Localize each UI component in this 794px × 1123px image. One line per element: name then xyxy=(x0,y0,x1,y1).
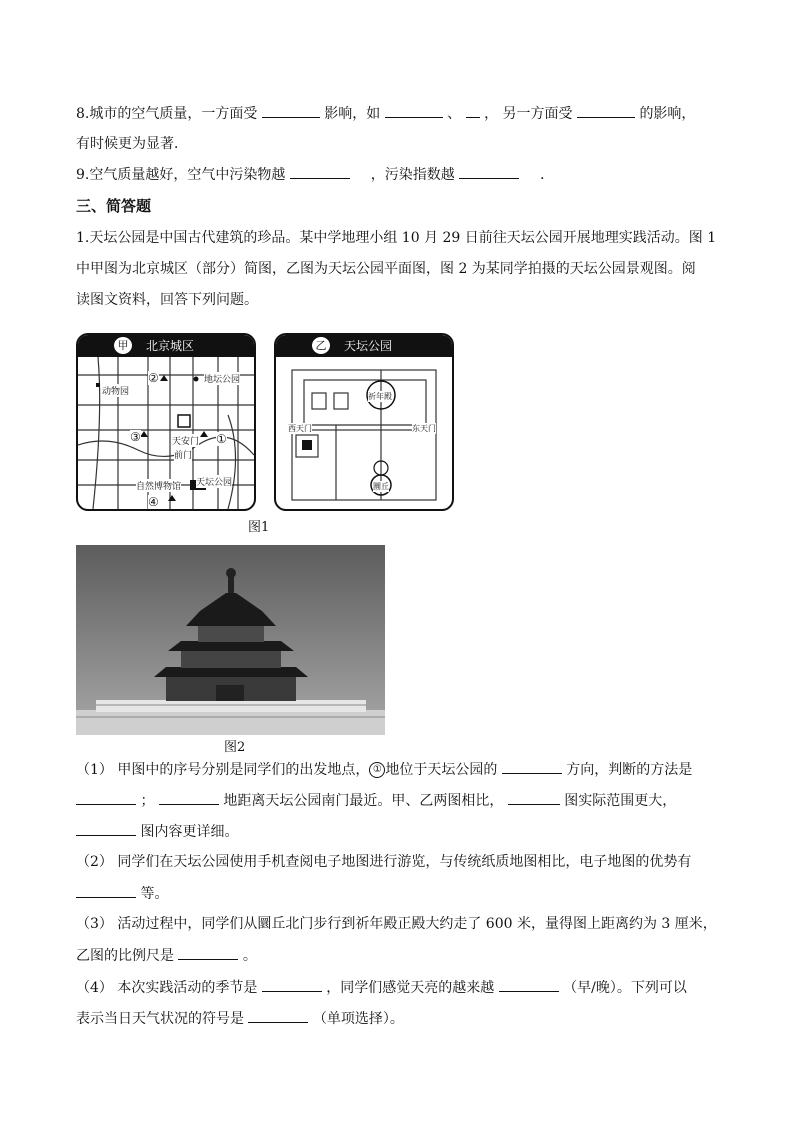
q4-text: （早/晚）。下列可以 xyxy=(563,980,687,996)
q2-text: 等。 xyxy=(140,886,169,902)
q8-blank-4[interactable] xyxy=(577,103,635,118)
q2-blank[interactable] xyxy=(76,883,136,898)
intro-line-2: 中甲图为北京城区（部分）简图，乙图为天坛公园平面图，图 2 为某同学拍摄的天坛公园景观图。阅 xyxy=(76,261,696,277)
q8-blank-1[interactable] xyxy=(262,103,320,118)
label-n2: ② xyxy=(148,371,159,385)
label-ximen: 西天门 xyxy=(288,424,312,433)
temple-photo xyxy=(76,545,385,735)
label-n1: ① xyxy=(216,432,227,446)
fig1-caption: 图1 xyxy=(248,520,270,535)
q1-blank-direction[interactable] xyxy=(502,759,562,774)
label-tiananmen: 天安门 xyxy=(172,434,199,447)
q1-text: 地位于天坛公园的 xyxy=(385,762,498,778)
label-yuanqiu: 圜丘 xyxy=(373,482,389,491)
q1-blank-method[interactable] xyxy=(76,790,136,805)
fig2-caption: 图2 xyxy=(224,740,246,755)
q4-text: ，同学们感觉天亮的越来越 xyxy=(326,980,495,996)
q8-text: 影响，如 xyxy=(324,106,381,122)
q8-text: 、 xyxy=(447,106,462,122)
q8-blank-2[interactable] xyxy=(385,103,443,118)
label-n4: ④ xyxy=(148,495,159,509)
label-dongmen: 东天门 xyxy=(412,424,436,433)
label-zoo: 动物园 xyxy=(102,384,129,397)
q4-text: （4） 本次实践活动的季节是 xyxy=(76,980,258,996)
q8-line1 xyxy=(76,103,695,124)
q3-line2 xyxy=(76,945,257,966)
q9-blank-1[interactable] xyxy=(290,164,350,179)
q3-text: 。 xyxy=(242,948,257,964)
map-jia-title: 北京城区 xyxy=(146,339,195,353)
q1-blank-detailed[interactable] xyxy=(76,821,136,836)
q3-text: 乙图的比例尺是 xyxy=(76,948,174,964)
intro-line-1: 1.天坛公园是中国古代建筑的珍品。某中学地理小组 10 月 29 日前往天坛公园开展地理实践活动。图 1 xyxy=(76,230,717,246)
map-jia-tag: 甲 xyxy=(114,337,132,354)
intro-line-3: 读图文资料，回答下列问题。 xyxy=(76,292,258,308)
q1-line3 xyxy=(76,821,238,842)
q1-text: 地距离天坛公园南门最近。甲、乙两图相比， xyxy=(223,793,504,809)
q3-blank[interactable] xyxy=(178,945,238,960)
q1-text: ； xyxy=(140,793,155,809)
q1-text: （1） 甲图中的序号分别是同学们的出发地点， xyxy=(76,762,370,778)
q9-text: ． xyxy=(540,167,555,183)
label-museum: 自然博物馆 xyxy=(136,479,181,492)
q4-line2 xyxy=(76,1008,404,1029)
q4-text: （单项选择）。 xyxy=(312,1011,404,1027)
q2-line1: （2） 同学们在天坛公园使用手机查阅电子地图进行游览，与传统纸质地图相比，电子地图的优势有 xyxy=(76,854,692,870)
q3-line1: （3） 活动过程中，同学们从圜丘北门步行到祈年殿正殿大约走了 600 米，量得图上距离约为 3 厘米， xyxy=(76,916,717,932)
q1-blank-nearest[interactable] xyxy=(159,790,219,805)
map-tiantan xyxy=(274,333,454,511)
label-n3: ③ xyxy=(130,430,141,444)
q9-blank-2[interactable] xyxy=(459,164,519,179)
q4-line1 xyxy=(76,977,687,998)
section-heading: 三、简答题 xyxy=(76,197,152,215)
q8-blank-3[interactable] xyxy=(466,103,480,118)
map-yi-title: 天坛公园 xyxy=(344,339,393,353)
q1-text: 图内容更详细。 xyxy=(140,824,239,840)
q4-blank-symbol[interactable] xyxy=(248,1008,308,1023)
q8-text: 的影响， xyxy=(639,106,696,122)
q2-line2 xyxy=(76,883,168,904)
q4-text: 表示当日天气状况的符号是 xyxy=(76,1011,244,1027)
q1-text: 图实际范围更大， xyxy=(564,793,677,809)
q9-line xyxy=(76,164,554,185)
q8-text: 8.城市的空气质量，一方面受 xyxy=(76,106,258,122)
label-tiantan: 天坛公园 xyxy=(196,475,232,488)
map-beijing xyxy=(76,333,256,511)
q1-text: 方向，判断的方法是 xyxy=(566,762,693,778)
q8-line2: 有时候更为显著． xyxy=(76,136,188,152)
q1-blank-larger[interactable] xyxy=(508,790,560,805)
q1-line2 xyxy=(76,790,676,811)
circle-number-1: ① xyxy=(369,762,385,778)
map-yi-tag: 乙 xyxy=(312,337,330,354)
q4-blank-season[interactable] xyxy=(262,977,322,992)
q9-text: 9.空气质量越好，空气中污染物越 xyxy=(76,167,286,183)
label-ditan: 地坛公园 xyxy=(204,372,240,385)
q8-text: ， 另一方面受 xyxy=(484,106,573,122)
q4-blank-earlylate[interactable] xyxy=(499,977,559,992)
q9-text: ，污染指数越 xyxy=(370,167,455,183)
q1-line1 xyxy=(76,759,692,780)
label-qianmen: 前门 xyxy=(174,448,192,461)
label-qiniandian: 祈年殿 xyxy=(368,392,392,401)
